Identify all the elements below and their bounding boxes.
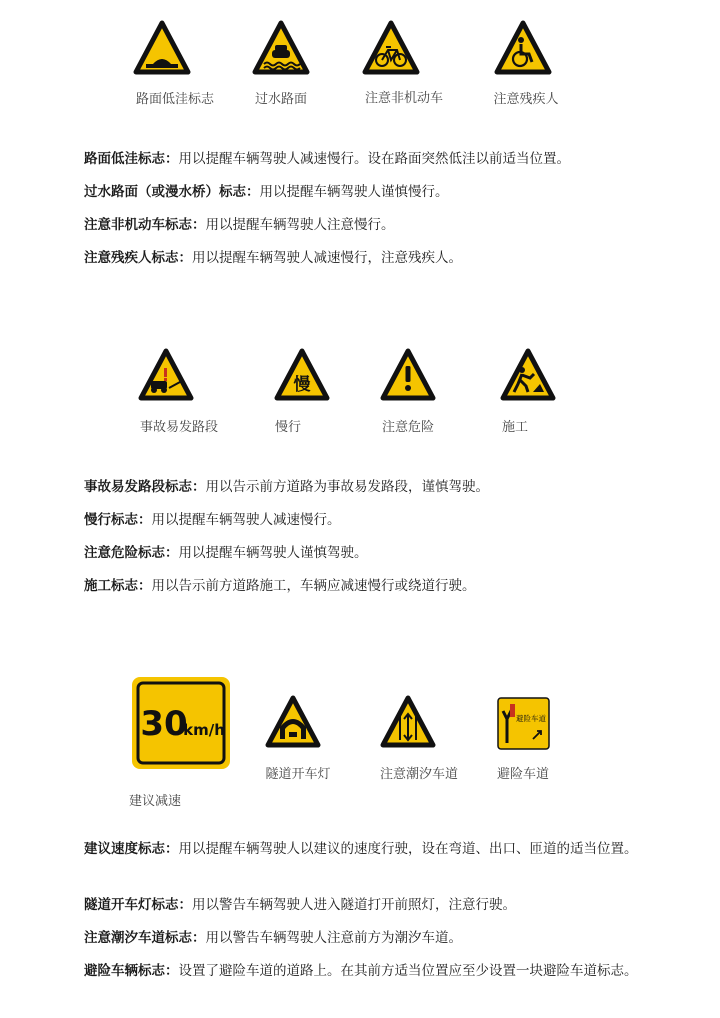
description-item: [84, 542, 644, 565]
tidal-lane-sign-icon: [380, 695, 436, 749]
description-text: 用以提醒车辆驾驶人以建议的速度行驶，设在弯道、出口、匝道的适当位置。: [178, 841, 638, 857]
sign-caption: 避险车道: [496, 767, 550, 782]
accident-prone-sign-icon: [138, 348, 194, 402]
description-item: [84, 214, 644, 237]
description-text: 用以提醒车辆驾驶人减速慢行。设在路面突然低洼以前适当位置。: [178, 151, 570, 167]
description-term: 隧道开车灯标志：: [84, 897, 192, 913]
slow-sign-glyph: 慢: [293, 375, 311, 395]
description-item: [84, 181, 644, 204]
sign-caption: 路面低洼标志: [135, 92, 215, 107]
description-text: 用以警告车辆驾驶人注意前方为潮汐车道。: [205, 930, 462, 946]
description-term: 施工标志：: [84, 578, 152, 594]
sign-caption: 施工: [501, 420, 529, 435]
escape-lane-sign-icon: [497, 697, 550, 750]
description-term: 路面低洼标志：: [84, 151, 179, 167]
description-item: [84, 575, 644, 598]
tunnel-lights-sign-icon: [265, 695, 321, 749]
description-text: 设置了避险车道的道路上。在其前方适当位置应至少设置一块避险车道标志。: [178, 963, 638, 979]
road-dip-sign-icon: [133, 20, 191, 76]
description-text: 用以警告车辆驾驶人进入隧道打开前照灯，注意行驶。: [192, 897, 516, 913]
description-item: [84, 960, 644, 983]
wheelchair-sign-icon: [494, 20, 552, 76]
danger-sign-icon: [380, 348, 436, 402]
description-text: 用以提醒车辆驾驶人减速慢行。: [151, 512, 341, 528]
description-term: 建议速度标志：: [84, 841, 179, 857]
description-item: [84, 476, 644, 499]
sign-caption: 隧道开车灯: [265, 767, 331, 782]
sign-caption: 注意潮汐车道: [379, 767, 459, 782]
bicycle-sign-icon: [362, 20, 420, 76]
description-item: [84, 509, 644, 532]
description-term: 慢行标志：: [84, 512, 152, 528]
description-text: 用以提醒车辆驾驶人谨慎慢行。: [259, 184, 449, 200]
description-term: 注意危险标志：: [84, 545, 179, 561]
slow-sign-icon: [274, 348, 330, 402]
description-item: [84, 838, 644, 861]
description-item: [84, 927, 644, 950]
sign-caption: 注意危险: [381, 420, 435, 435]
description-term: 过水路面（或漫水桥）标志：: [84, 184, 260, 200]
sign-caption: 事故易发路段: [139, 420, 219, 435]
description-item: [84, 247, 644, 270]
description-text: 用以提醒车辆驾驶人减速慢行，注意残疾人。: [192, 250, 462, 266]
sign-caption: 建议减速: [128, 794, 182, 809]
escape-lane-sign-text: 避险车道: [516, 714, 546, 723]
description-text: 用以告示前方道路施工，车辆应减速慢行或绕道行驶。: [151, 578, 476, 594]
speed-unit: km/h: [183, 721, 225, 739]
description-term: 事故易发路段标志：: [84, 479, 206, 495]
sign-caption: 注意残疾人: [493, 92, 559, 107]
advisory-speed-sign-icon: [130, 675, 232, 771]
description-term: 避险车辆标志：: [84, 963, 179, 979]
description-term: 注意非机动车标志：: [84, 217, 206, 233]
description-term: 注意潮汐车道标志：: [84, 930, 206, 946]
sign-caption: 过水路面: [254, 92, 308, 107]
description-item: [84, 894, 644, 917]
description-item: [84, 148, 644, 171]
ford-road-sign-icon: [252, 20, 310, 76]
description-text: 用以提醒车辆驾驶人注意慢行。: [205, 217, 395, 233]
description-text: 用以告示前方道路为事故易发路段，谨慎驾驶。: [205, 479, 489, 495]
sign-caption: 注意非机动车: [364, 91, 444, 106]
description-text: 用以提醒车辆驾驶人谨慎驾驶。: [178, 545, 368, 561]
construction-sign-icon: [500, 348, 556, 402]
description-term: 注意残疾人标志：: [84, 250, 192, 266]
speed-number: 30: [140, 704, 188, 744]
sign-caption: 慢行: [274, 420, 302, 435]
